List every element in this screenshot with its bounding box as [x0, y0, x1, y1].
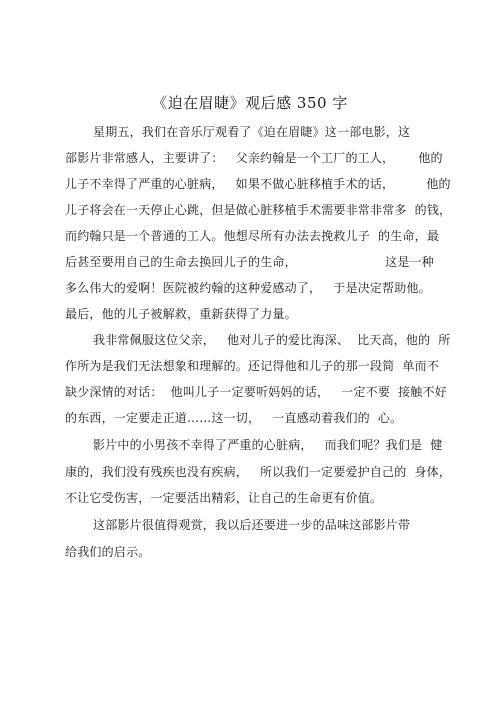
- text-line-10: 作所为是我们无法想象和理解的。还记得他和儿子的那一段简 单而不: [65, 359, 440, 373]
- text-line-3: 儿子不幸得了严重的心脏病， 如果不做心脏移植手术的话， 他的: [65, 177, 451, 191]
- text-line-8: 最后，他的儿子被解救，重新获得了力量。: [65, 307, 297, 321]
- text-line-11: 缺少深情的对话： 他叫儿子一定要听妈妈的话， 一定不要 接触不好: [65, 385, 447, 399]
- text-line-4: 儿子将会在一天停止心跳，但是做心脏移植手术需要非常非常多 的钱，: [65, 203, 452, 217]
- text-line-5: 而约翰只是一个普通的工人。他想尽所有办法去挽救儿子 的生命，最: [65, 229, 440, 243]
- text-line-2: 部影片非常感人，主要讲了： 父亲约翰是一个工厂的工人， 他的: [65, 151, 443, 165]
- text-line-13: 影片中的小男孩不幸得了严重的心脏病， 而我们呢？我们是 健: [93, 438, 443, 452]
- document-title: 《迫在眉睫》观后感 350 字: [152, 94, 348, 112]
- text-line-15: 不让它受伤害，一定要活出精彩，让自己的生命更有价值。: [65, 491, 383, 505]
- text-line-14: 康的，我们没有残疾也没有疾病， 所以我们一定要爱护自己的 身体，: [65, 465, 452, 479]
- text-line-6: 后甚至要用自己的生命去换回儿子的生命， 这是一种: [65, 255, 434, 269]
- text-line-9: 我非常佩服这位父亲， 他对儿子的爱比海深、 比天高，他的 所: [93, 333, 451, 347]
- text-line-17: 给我们的启示。: [65, 545, 151, 559]
- text-line-16: 这部影片很值得观赏，我以后还要进一步的品味这部影片带: [93, 518, 411, 532]
- text-line-1: 星期五，我们在音乐厅观看了《迫在眉睫》这一部电影，这: [93, 125, 411, 139]
- text-line-7: 多么伟大的爱啊！医院被约翰的这种爱感动了， 于是决定帮助他。: [65, 281, 431, 295]
- text-line-12: 的东西，一定要走正道……这一切， 一直感动着我们的 心。: [65, 411, 403, 425]
